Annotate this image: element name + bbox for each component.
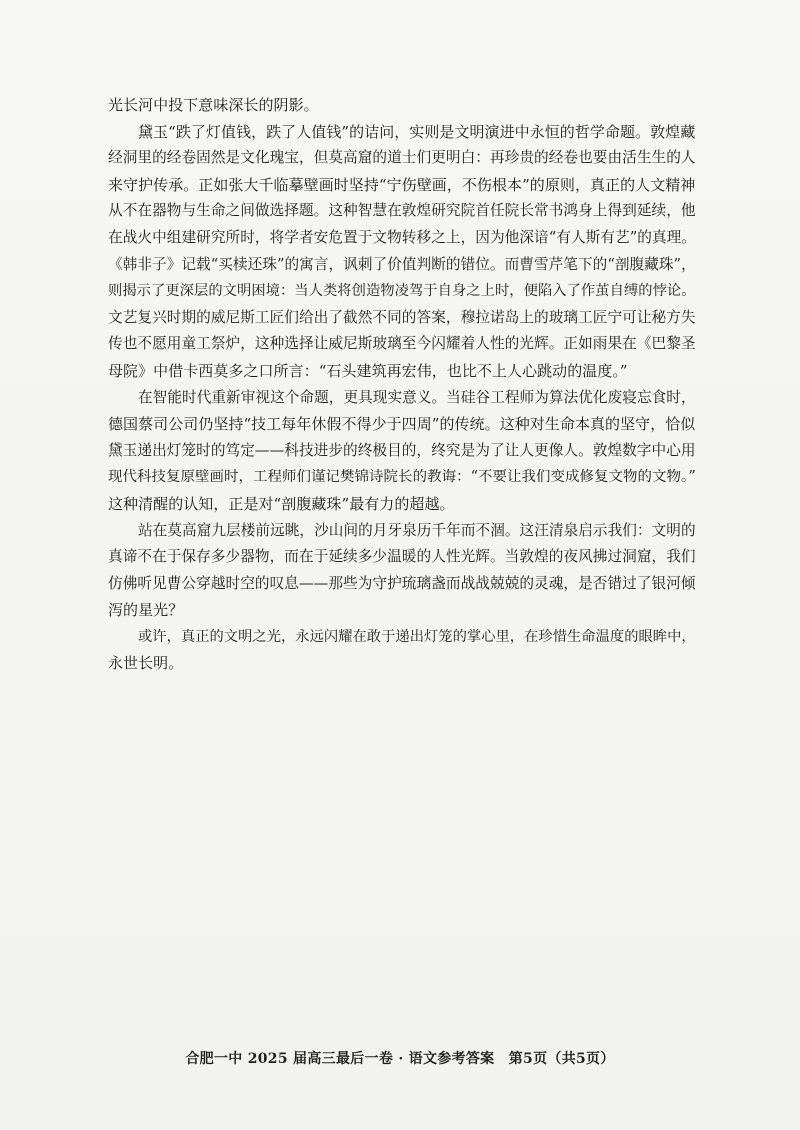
text-line: 黛玉“跌了灯值钱，跌了人值钱”的诘问，实则是文明演进中永恒的哲学命题。敦煌藏 [138,122,696,141]
text-line: 在智能时代重新审视这个命题，更具现实意义。当硅谷工程师为算法优化废寝忘食时， [138,388,696,406]
text-line: 黛玉递出灯笼时的笃定——科技进步的终极目的，终究是为了让人更像人。敦煌数字中心用 [108,441,696,459]
text-line: 站在莫高窟九层楼前远眺，沙山间的月牙泉历千年而不涸。这汪清泉启示我们：文明的 [138,521,696,539]
text-line: 传也不愿用童工祭炉，这种选择让威尼斯玻璃至今闪耀着人性的光辉。正如雨果在《巴黎圣 [108,335,696,353]
text-line: 泻的星光？ [108,601,184,620]
text-line: 来守护传承。正如张大千临摹壁画时坚持“宁伤壁画，不伤根本”的原则，真正的人文精神 [108,175,696,194]
text-line: 文艺复兴时期的威尼斯工匠们给出了截然不同的答案，穆拉诺岛上的玻璃工匠宁可让秘方失 [108,308,696,326]
text-line: 《韩非子》记载“买椟还珠”的寓言，讽刺了价值判断的错位。而曹雪芹笔下的“剖腹藏珠”， [108,255,696,273]
text-line: 真谛不在于保存多少器物，而在于延续多少温暖的人性光辉。当敦煌的夜风拂过洞窟，我们 [108,548,696,566]
text-line: 仿佛听见曹公穿越时空的叹息——那些为守护琉璃盏而战战兢兢的灵魂，是否错过了银河倾 [108,574,696,592]
essay-body [108,92,696,677]
text-line: 光长河中投下意味深长的阴影。 [108,96,319,114]
text-line: 永世长明。 [108,654,184,673]
text-line: 则揭示了更深层的文明困境：当人类将创造物凌驾于自身之上时，便陷入了作茧自缚的悖论。 [108,283,696,300]
text-line: 德国蔡司公司仍坚持“技工每年休假不得少于四周”的传统。这种对生命本真的坚守，恰似 [108,415,696,434]
page-footer: 合肥一中 2025 届高三最后一卷 · 语文参考答案 第5页（共5页） [185,1051,615,1067]
text-line: 经洞里的经卷固然是文化瑰宝，但莫高窟的道士们更明白：再珍贵的经卷也要由活生生的人 [108,149,696,167]
text-line: 这种清醒的认知，正是对“剖腹藏珠”最有力的超越。 [108,494,455,513]
text-line: 母院》中借卡西莫多之口所言：“石头建筑再宏伟，也比不上人心跳动的温度。” [108,361,628,380]
text-line: 或许，真正的文明之光，永远闪耀在敢于递出灯笼的掌心里，在珍惜生命温度的眼眸中， [138,628,696,645]
text-line: 从不在器物与生命之间做选择题。这种智慧在敦煌研究院首任院长常书鸿身上得到延续，他 [108,202,696,220]
text-line: 在战火中组建研究所时，将学者安危置于文物转移之上，因为他深谙“有人斯有艺”的真理。 [108,228,696,246]
text-line: 现代科技复原壁画时，工程师们谨记樊锦诗院长的教诲：“不要让我们变成修复文物的文物。” [108,469,696,486]
